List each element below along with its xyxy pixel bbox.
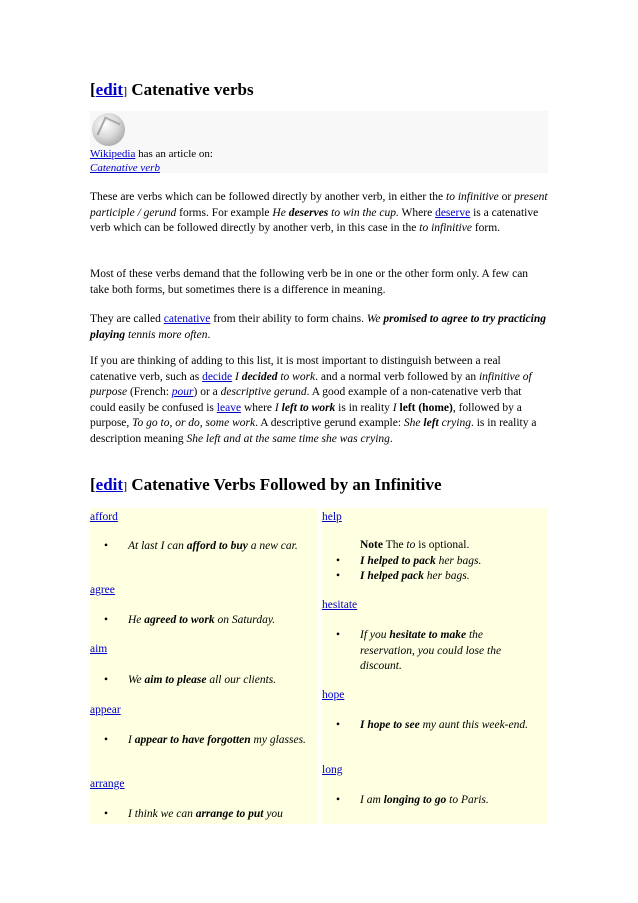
bracket: ]	[123, 479, 128, 493]
paragraph-intro: These are verbs which can be followed directly by another verb, in either the to infinitive or present participle / gerund forms. For example He deserves to win the cup. Where deserve is a catenative verb which can be followed directly by another verb, in this case in the to infinitive form.	[90, 191, 548, 234]
verb-link-hesitate[interactable]: hesitate	[322, 599, 358, 611]
example-appear: • I appear to have forgotten my glasses.	[128, 733, 308, 749]
example-long: • I am longing to go to Paris.	[360, 793, 540, 809]
example-agree: • He agreed to work on Saturday.	[128, 613, 308, 629]
bracket: ]	[123, 84, 128, 98]
decide-link[interactable]: decide	[202, 370, 233, 383]
verb-column-right	[322, 508, 548, 824]
deserve-link[interactable]: deserve	[435, 206, 471, 219]
verb-link-hope[interactable]: hope	[322, 689, 345, 701]
example-hesitate: • If you hesitate to make the reservation, you could lose the discount.	[360, 628, 540, 675]
example-aim: • We aim to please all our clients.	[128, 673, 308, 689]
example-afford: • At last I can afford to buy a new car.	[128, 539, 308, 555]
section-heading-infinitive	[90, 475, 442, 496]
heading-title: Catenative Verbs Followed by an Infinitive	[131, 475, 442, 494]
example-arrange: • I think we can arrange to put you	[128, 807, 318, 823]
wikipedia-note: Wikipedia has an article on:	[90, 148, 213, 160]
wikipedia-globe-icon	[92, 113, 125, 146]
paragraph-chains: They are called catenative from their ability to form chains. We promised to agree to try practicing playing tennis more often.	[90, 313, 546, 341]
bracket: [	[90, 80, 96, 99]
verb-link-appear[interactable]: appear	[90, 704, 121, 716]
verb-link-help[interactable]: help	[322, 511, 342, 523]
section-heading-catenative-verbs	[90, 80, 254, 101]
example-hope: • I hope to see my aunt this week-end.	[360, 718, 540, 734]
verb-column-left	[90, 508, 318, 824]
paragraph-forms: Most of these verbs demand that the following verb be in one or the other form only. A few can take both forms, but sometimes there is a difference in meaning.	[90, 268, 529, 296]
wikipedia-link[interactable]: Wikipedia	[90, 148, 136, 160]
wikipedia-article	[90, 162, 160, 174]
heading-title: Catenative verbs	[131, 80, 254, 99]
help-note: Note The to is optional.	[360, 539, 470, 551]
pour-link[interactable]: pour	[171, 386, 194, 398]
verb-link-aim[interactable]: aim	[90, 643, 108, 655]
paragraph-distinguish: If you are thinking of adding to this list, it is most important to distinguish between a real catenative verb, such as decide I decided to work. and a normal verb followed by an infinitive of purpose (French: pour) or a descriptive gerund. A good example of a non-catenative verb that could easily be confused is leave where I left to work is in reality I left (home), followed by a purpose, To go to, or do, some work. A descriptive gerund example: She left crying. is in reality a description meaning She left and at the same time she was crying.	[90, 355, 537, 445]
catenative-link[interactable]: catenative	[163, 313, 211, 325]
example-help-1: • I helped to pack her bags.	[360, 554, 540, 570]
wikipedia-box	[90, 111, 548, 173]
verb-link-agree[interactable]: agree	[90, 584, 115, 596]
edit-link[interactable]: edit	[95, 475, 124, 494]
verb-link-afford[interactable]: afford	[90, 511, 118, 523]
verb-link-arrange[interactable]: arrange	[90, 778, 125, 790]
example-help-2: • I helped pack her bags.	[360, 569, 540, 585]
verb-link-long[interactable]: long	[322, 764, 343, 776]
article-link[interactable]: Catenative verb	[90, 162, 160, 174]
bracket: [	[90, 475, 96, 494]
leave-link[interactable]: leave	[216, 401, 242, 414]
edit-link[interactable]: edit	[95, 80, 124, 99]
